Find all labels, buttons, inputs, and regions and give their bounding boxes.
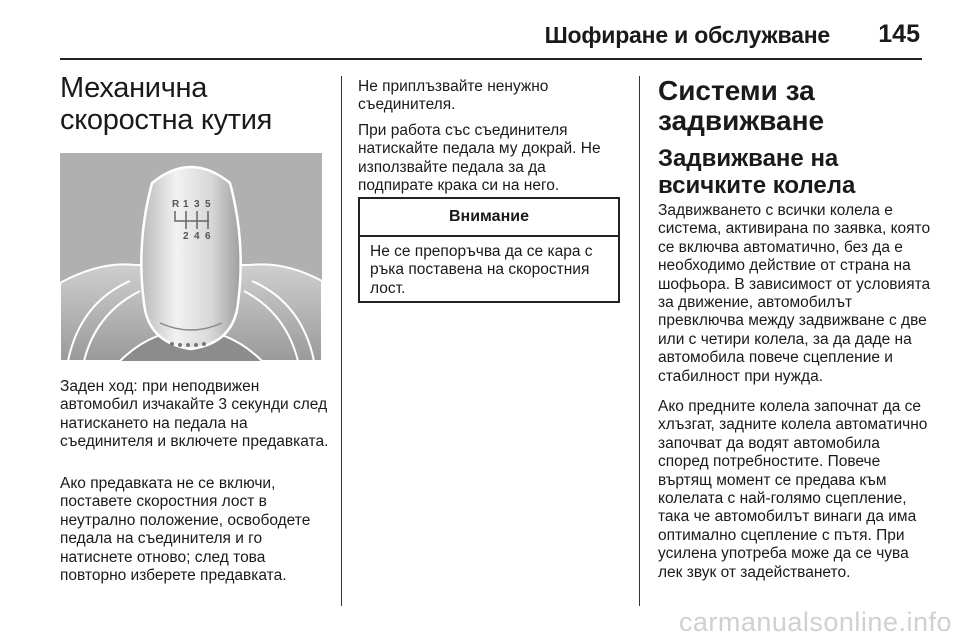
svg-text:R: R [172, 199, 180, 210]
svg-text:6: 6 [205, 231, 211, 242]
section-heading-drive-systems: Системи за задвижване [658, 75, 825, 136]
section-heading-manual-gearbox: Механична скоростна кутия [60, 72, 273, 136]
paragraph-gear-not-engaged: Ако предавката не се включи, поставете скоростния лост в неутрално положение, освободете педала на съединителя и го натиснете отново; след това повторно изберете предавката. [60, 475, 311, 585]
svg-text:5: 5 [205, 199, 211, 210]
page-number: 145 [878, 20, 920, 48]
svg-text:2: 2 [183, 231, 189, 242]
paragraph-reverse-gear: Заден ход: при неподвижен автомобил изчакайте 3 секунди след натискането на педала на съединителя и включете предавката. [60, 378, 329, 451]
svg-text:4: 4 [194, 231, 200, 242]
column-divider-1 [341, 76, 342, 606]
paragraph-clutch-slip: Не приплъзвайте ненужно съединителя. [358, 78, 549, 114]
svg-text:3: 3 [194, 199, 200, 210]
subheading-all-wheel-drive: Задвижване на всичките колела [658, 145, 856, 199]
page-header [60, 14, 922, 60]
warning-title: Внимание [360, 199, 618, 237]
gear-shift-knob-illustration [60, 153, 322, 361]
warning-box [358, 197, 620, 303]
paragraph-clutch-pedal: При работа със съединителя натискайте педала му докрай. Не използвайте педала за да подпирате крака си на него. [358, 122, 601, 195]
paragraph-awd-traction: Ако предните колела започнат да се хлъзгат, задните колела автоматично започват да водят автомобила според потребностите. Повече въртящ момент се предава към колелата с най-голямо сцепление, така че автомобилът винаги да има оптимално сцепление с пътя. При усилена употреба може да се чува лек звук от задействането. [658, 398, 928, 581]
svg-text:1: 1 [183, 199, 189, 210]
warning-text: Не се препоръчва да се кара с ръка поставена на скоростния лост. [370, 243, 593, 297]
column-divider-2 [639, 76, 640, 606]
watermark: carmanualsonline.info [678, 607, 952, 637]
chapter-title: Шофиране и обслужване [544, 22, 830, 48]
paragraph-awd-description: Задвижването с всички колела е система, активирана по заявка, която се включва автоматично, без да е необходимо действие от страна на шофьора. В зависимост от условията за движение, автомобилът превключва между задвижване с две или с четири колела, за да даде на автомобила повече сцепление и стабилност при нужда. [658, 202, 931, 385]
